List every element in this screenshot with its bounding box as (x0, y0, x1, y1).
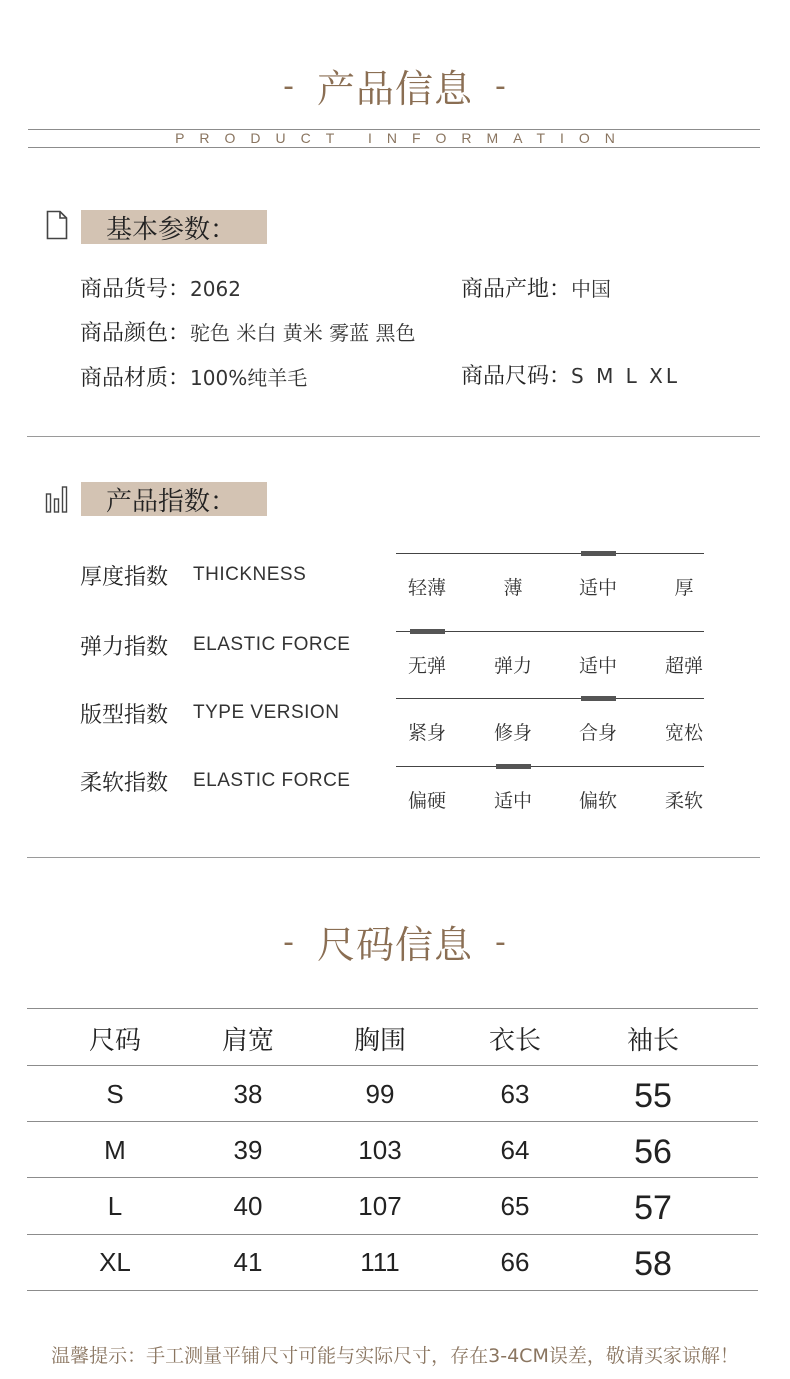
index-scale-label: 偏硬 (407, 790, 446, 812)
index-scale-label: 弹力 (493, 655, 532, 677)
index-scale-label: 轻薄 (407, 577, 446, 599)
index-row-en: TYPE VERSION (193, 702, 340, 723)
subtitle-text: PRODUCT INFORMATION (160, 130, 630, 146)
param-color-value: 驼色 米白 黄米 雾蓝 黑色 (190, 321, 416, 345)
index-row-cn: 柔软指数 (80, 771, 169, 796)
index-row-cn: 弹力指数 (80, 635, 169, 660)
table-cell: 65 (500, 1191, 530, 1221)
table-rule (27, 1177, 758, 1178)
index-scale-label: 宽松 (664, 722, 703, 744)
index-scale-label: 厚 (674, 577, 694, 599)
index-row-en: ELASTIC FORCE (193, 634, 351, 655)
table-cell: 107 (358, 1191, 402, 1221)
size-title-text: 尺码信息 (316, 923, 473, 967)
table-cell: 40 (233, 1191, 263, 1221)
index-heading: 产品指数： (106, 487, 237, 517)
size-title-dash-left: - (283, 925, 295, 960)
bar-chart-icon (45, 485, 69, 517)
table-cell: 99 (365, 1079, 395, 1109)
size-title (0, 914, 790, 969)
index-scale-label: 薄 (503, 577, 523, 599)
index-row-en: ELASTIC FORCE (193, 770, 351, 791)
page-title (0, 58, 790, 113)
table-cell: S (106, 1079, 124, 1109)
size-title-dash-right: - (495, 925, 507, 960)
title-text: 产品信息 (316, 67, 473, 111)
basic-heading: 基本参数： (106, 215, 237, 245)
table-rule (27, 1008, 758, 1009)
index-scale-label: 超弹 (664, 655, 703, 677)
section-divider (27, 857, 760, 858)
table-cell: 55 (634, 1077, 672, 1115)
section-divider (27, 436, 760, 437)
index-scale-label: 适中 (493, 790, 532, 812)
index-scale-marker (581, 696, 616, 701)
table-cell: 63 (500, 1079, 530, 1109)
table-cell: M (104, 1135, 126, 1165)
table-header-cell: 尺码 (88, 1026, 141, 1056)
title-dash-left: - (283, 69, 295, 104)
subtitle (0, 130, 790, 146)
table-cell: 103 (358, 1135, 402, 1165)
index-scale-label: 紧身 (407, 722, 446, 744)
param-code-label: 商品货号： (80, 277, 191, 302)
table-cell: XL (99, 1247, 131, 1277)
param-size (461, 359, 680, 390)
table-header-cell: 肩宽 (221, 1026, 274, 1056)
index-scale-line (396, 766, 704, 767)
param-origin-label: 商品产地： (461, 277, 572, 302)
param-color (80, 316, 415, 347)
index-scale-marker (496, 764, 531, 769)
table-cell: 39 (233, 1135, 263, 1165)
index-scale-label: 适中 (578, 577, 617, 599)
table-header-cell: 袖长 (626, 1026, 679, 1056)
param-material-value: 100%纯羊毛 (190, 366, 308, 390)
index-row-cn: 厚度指数 (80, 565, 169, 590)
table-cell: 56 (634, 1133, 672, 1171)
param-color-label: 商品颜色： (80, 321, 191, 346)
table-cell: 111 (360, 1247, 400, 1277)
param-code-value: 2062 (190, 277, 241, 301)
table-cell: 58 (634, 1245, 672, 1283)
param-size-value: S M L XL (571, 364, 681, 388)
table-rule (27, 1121, 758, 1122)
param-size-label: 商品尺码： (461, 364, 572, 389)
table-header-cell: 胸围 (353, 1026, 406, 1056)
param-code (80, 272, 241, 303)
param-origin (461, 272, 611, 303)
index-row-en: THICKNESS (193, 564, 307, 585)
param-material-label: 商品材质： (80, 366, 191, 391)
table-rule (27, 1065, 758, 1066)
table-rule (27, 1234, 758, 1235)
index-scale-line (396, 698, 704, 699)
table-cell: 57 (634, 1189, 672, 1227)
param-origin-value: 中国 (571, 277, 612, 301)
index-scale-label: 无弹 (407, 655, 446, 677)
subtitle-rule-bottom (28, 147, 760, 148)
table-cell: L (107, 1191, 123, 1221)
table-cell: 38 (233, 1079, 263, 1109)
table-cell: 66 (500, 1247, 530, 1277)
index-scale-label: 适中 (578, 655, 617, 677)
table-cell: 64 (500, 1135, 530, 1165)
param-material (80, 361, 307, 392)
index-scale-label: 偏软 (578, 790, 617, 812)
index-scale-marker (410, 629, 445, 634)
index-scale-label: 柔软 (664, 790, 703, 812)
index-scale-marker (581, 551, 616, 556)
table-rule (27, 1290, 758, 1291)
index-scale-line (396, 553, 704, 554)
document-icon (46, 210, 68, 244)
index-scale-label: 合身 (578, 722, 617, 744)
table-cell: 41 (233, 1247, 263, 1277)
index-row-cn: 版型指数 (80, 703, 169, 728)
tip-note: 温馨提示：手工测量平铺尺寸可能与实际尺寸，存在3-4CM误差，敬请买家谅解！ (51, 1345, 739, 1367)
index-scale-label: 修身 (493, 722, 532, 744)
table-header-cell: 衣长 (488, 1026, 541, 1056)
title-dash-right: - (495, 69, 507, 104)
